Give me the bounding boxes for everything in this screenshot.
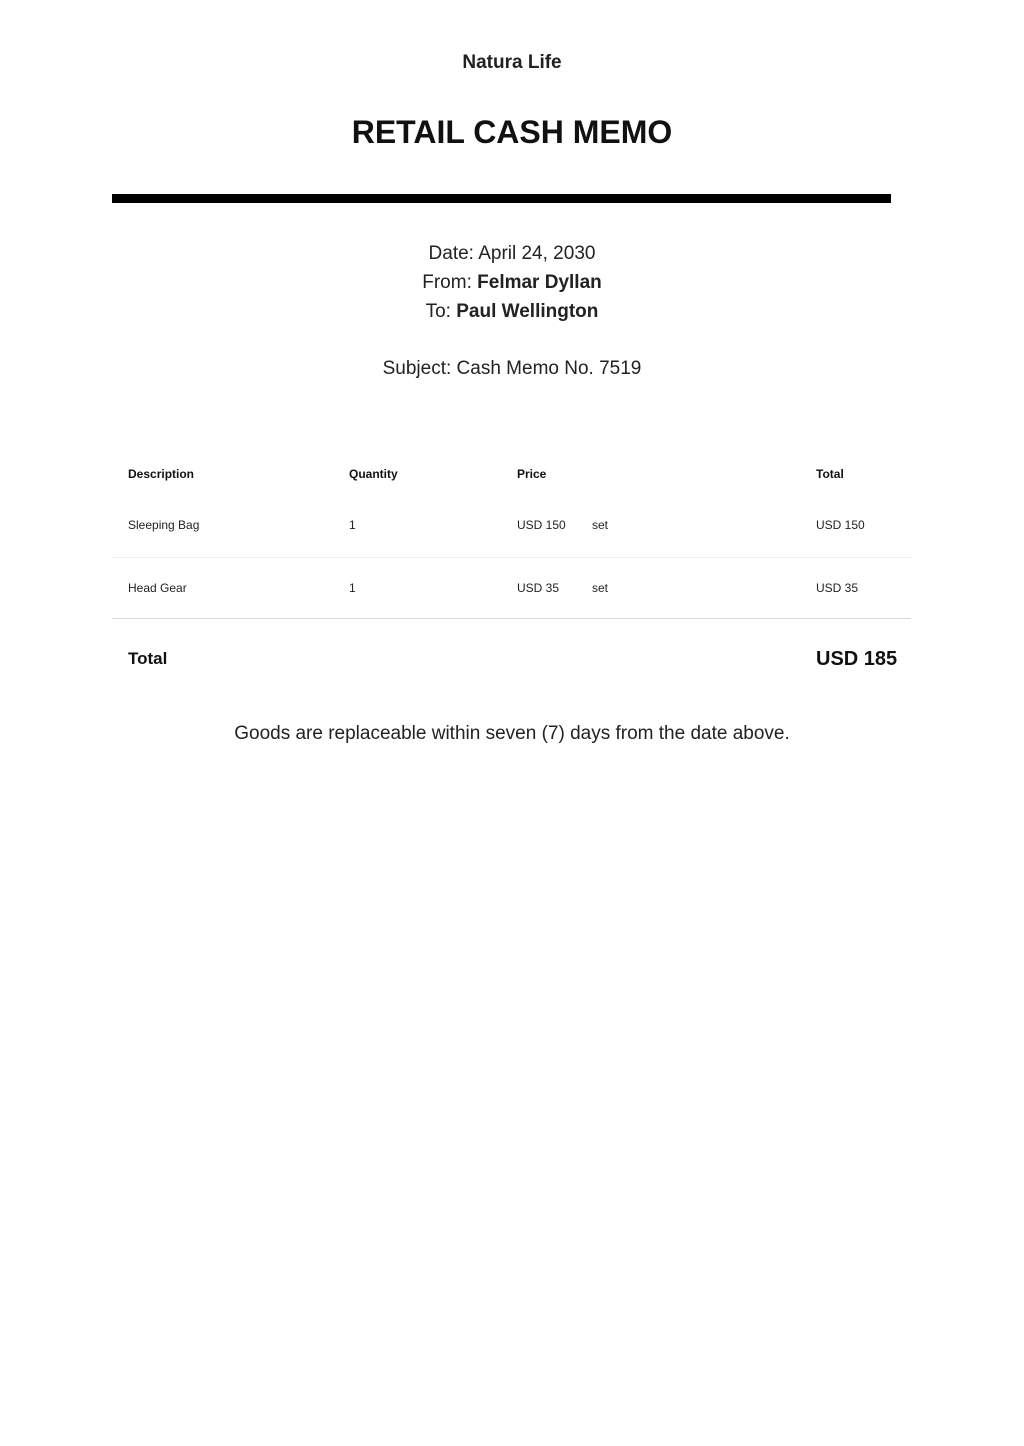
replacement-policy-note: Goods are replaceable within seven (7) days from the date above. bbox=[234, 723, 790, 744]
item-price: USD 150 bbox=[517, 518, 566, 532]
grand-total-value: USD 185 bbox=[816, 648, 898, 670]
subject-value: Cash Memo No. 7519 bbox=[456, 358, 642, 379]
item-total: USD 150 bbox=[816, 518, 865, 532]
date-value: April 24, 2030 bbox=[478, 243, 596, 264]
memo-date bbox=[0, 243, 1024, 265]
grand-total-label: Total bbox=[128, 649, 168, 668]
to-value: Paul Wellington bbox=[456, 301, 599, 322]
grand-total-row bbox=[112, 619, 911, 699]
company-name: Natura Life bbox=[462, 52, 562, 73]
title-divider bbox=[112, 194, 891, 203]
item-total: USD 35 bbox=[816, 581, 859, 595]
from-label: From: bbox=[422, 272, 472, 293]
to-label: To: bbox=[425, 301, 451, 322]
table-row bbox=[112, 558, 911, 619]
subject-label: Subject: bbox=[382, 358, 452, 379]
memo-subject bbox=[0, 358, 1024, 380]
item-quantity: 1 bbox=[349, 581, 356, 595]
date-label: Date: bbox=[428, 243, 474, 264]
item-unit: set bbox=[592, 518, 609, 532]
items-table bbox=[112, 448, 911, 619]
header-price: Price bbox=[517, 467, 547, 481]
header-quantity: Quantity bbox=[349, 467, 398, 481]
table-header-row bbox=[112, 448, 911, 493]
document-title: RETAIL CASH MEMO bbox=[351, 114, 673, 150]
header-description: Description bbox=[128, 467, 195, 481]
header-total: Total bbox=[816, 467, 844, 481]
item-description: Sleeping Bag bbox=[128, 518, 200, 532]
item-unit: set bbox=[592, 581, 609, 595]
memo-from bbox=[0, 272, 1024, 294]
memo-to bbox=[0, 301, 1024, 323]
item-price: USD 35 bbox=[517, 581, 560, 595]
item-quantity: 1 bbox=[349, 518, 356, 532]
from-value: Felmar Dyllan bbox=[477, 272, 602, 293]
table-row bbox=[112, 493, 911, 558]
item-description: Head Gear bbox=[128, 581, 187, 595]
